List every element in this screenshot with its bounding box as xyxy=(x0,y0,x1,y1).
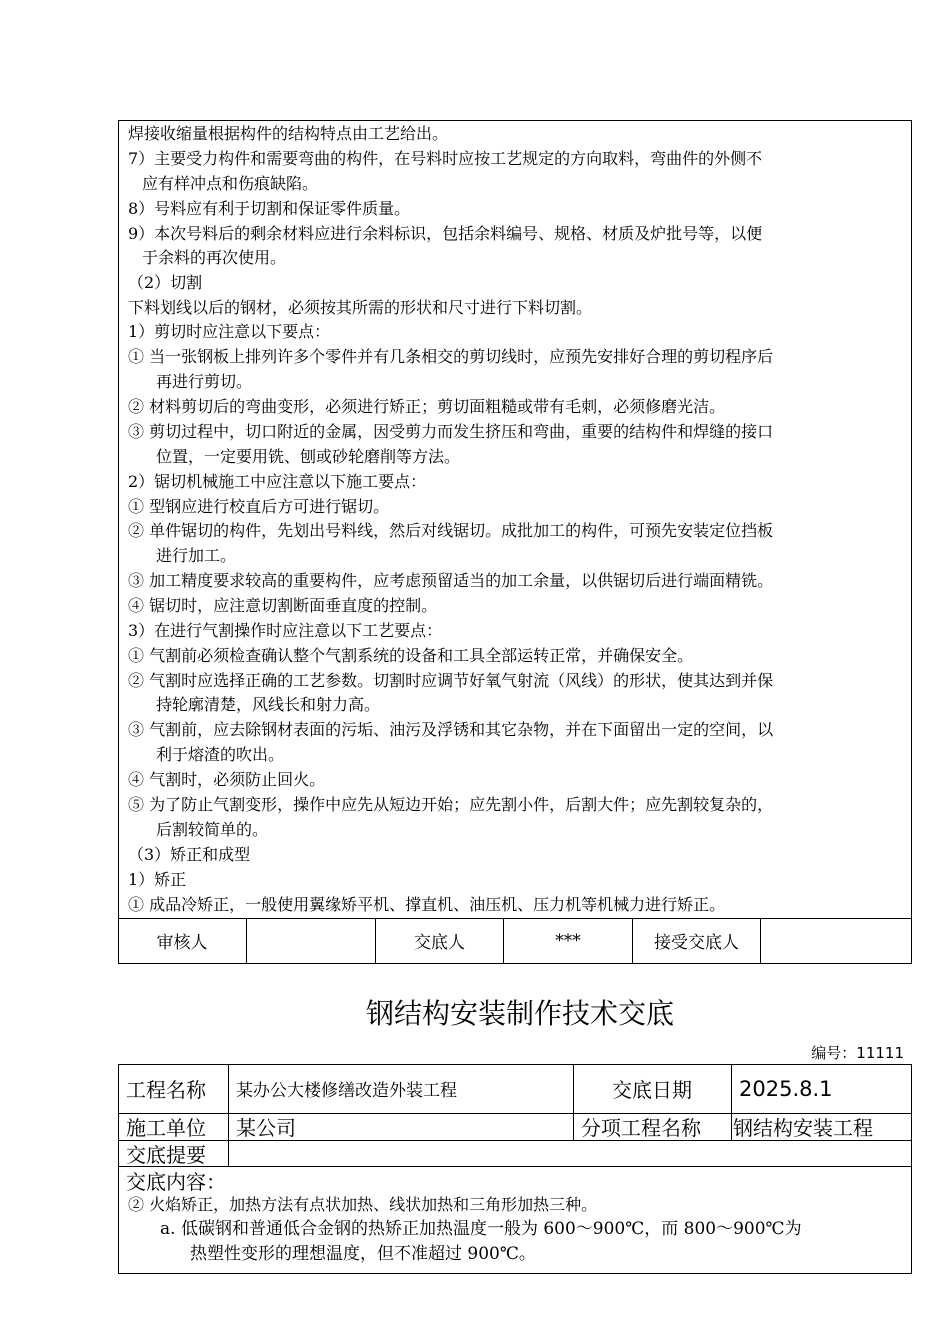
receiver-value xyxy=(761,918,912,963)
text-line: 9）本次号料后的剩余材料应进行余料标识，包括余料编号、规格、材质及炉批号等，以便 xyxy=(128,224,763,243)
text-line: ① 型钢应进行校直后方可进行锯切。 xyxy=(128,497,390,516)
text-line: ② 气割时应选择正确的工艺参数。切割时应调节好氧气射流（风线）的形状，使其达到并保 xyxy=(128,671,774,690)
receiver-label: 接受交底人 xyxy=(633,918,761,963)
text-line: ① 成品冷矫正，一般使用翼缘矫平机、撑直机、油压机、压力机等机械力进行矫正。 xyxy=(128,895,726,914)
text-line: 7）主要受力构件和需要弯曲的构件，在号料时应按工艺规定的方向取料，弯曲件的外侧不 xyxy=(128,149,763,168)
text-line: 1）矫正 xyxy=(128,870,187,889)
text-line: ② 火焰矫正，加热方法有点状加热、线状加热和三角形加热三种。 xyxy=(128,1195,598,1214)
sub-project-label: 分项工程名称 xyxy=(581,1116,701,1140)
text-line: ③ 加工精度要求较高的重要构件，应考虑预留适当的加工余量，以供锯切后进行端面精铣。 xyxy=(128,571,774,590)
text-line: ① 当一张钢板上排列许多个零件并有几条相交的剪切线时，应预先安排好合理的剪切程序后 xyxy=(128,347,774,366)
document-number: 编号：11111 xyxy=(811,1044,904,1062)
text-line: ⑤ 为了防止气割变形，操作中应先从短边开始；应先割小件，后割大件；应先割较复杂的， xyxy=(128,795,774,814)
text-line: a. 低碳钢和普通低合金钢的热矫正加热温度一般为 600～900℃，而 800～900℃为 xyxy=(160,1219,802,1239)
text-line: 3）在进行气割操作时应注意以下工艺要点： xyxy=(128,621,443,640)
content-label: 交底内容： xyxy=(126,1169,226,1194)
text-line: 下料划线以后的钢材，必须按其所需的形状和尺寸进行下料切割。 xyxy=(128,298,593,317)
date-label: 交底日期 xyxy=(612,1078,692,1102)
text-line: 位置，一定要用铣、刨或砂轮磨削等方法。 xyxy=(156,447,461,466)
text-line: 1）剪切时应注意以下要点： xyxy=(128,322,331,341)
text-line: 热塑性变形的理想温度，但不准超过 900℃。 xyxy=(190,1244,536,1264)
summary-value xyxy=(228,1140,912,1166)
text-line: ③ 气割前，应去除钢材表面的污垢、油污及浮锈和其它杂物，并在下面留出一定的空间，以 xyxy=(128,720,774,739)
project-name-value: 某办公大楼修缮改造外装工程 xyxy=(236,1081,457,1101)
text-line: 8）号料应有利于切割和保证零件质量。 xyxy=(128,199,411,218)
text-line: ① 气割前必须检查确认整个气割系统的设备和工具全部运转正常，并确保安全。 xyxy=(128,646,694,665)
text-line: 后割较简单的。 xyxy=(156,820,269,839)
sub-project-value: 钢结构安装工程 xyxy=(733,1116,873,1140)
text-line: 于余料的再次使用。 xyxy=(142,248,287,267)
text-line: 2）锯切机械施工中应注意以下施工要点： xyxy=(128,472,427,491)
text-line: ④ 气割时，必须防止回火。 xyxy=(128,770,326,789)
section-heading: （2）切割 xyxy=(128,273,203,292)
text-line: ② 单件锯切的构件，先划出号料线，然后对线锯切。成批加工的构件，可预先安装定位挡板 xyxy=(128,521,774,540)
document-title: 钢结构安装制作技术交底 xyxy=(365,997,674,1030)
section-heading: （3）矫正和成型 xyxy=(128,845,251,864)
text-line: 再进行剪切。 xyxy=(156,372,253,391)
discloser-value: *** xyxy=(504,918,633,963)
summary-label: 交底提要 xyxy=(126,1142,206,1167)
text-line: 利于熔渣的吹出。 xyxy=(156,745,285,764)
text-line: 进行加工。 xyxy=(156,546,237,565)
contractor-value: 某公司 xyxy=(236,1116,296,1140)
text-line: ④ 锯切时，应注意切割断面垂直度的控制。 xyxy=(128,596,438,615)
reviewer-label: 审核人 xyxy=(118,918,247,963)
project-name-label: 工程名称 xyxy=(126,1078,206,1102)
text-line: 持轮廓清楚，风线长和射力高。 xyxy=(156,695,381,714)
text-line: 应有样冲点和伤痕缺陷。 xyxy=(142,174,319,193)
text-line: ② 材料剪切后的弯曲变形，必须进行矫正；剪切面粗糙或带有毛刺，必须修磨光洁。 xyxy=(128,397,726,416)
discloser-label: 交底人 xyxy=(376,918,504,963)
contractor-label: 施工单位 xyxy=(126,1116,206,1140)
text-line: ③ 剪切过程中，切口附近的金属，因受剪力而发生挤压和弯曲，重要的结构件和焊缝的接口 xyxy=(128,422,774,441)
date-value: 2025.8.1 xyxy=(739,1076,833,1101)
text-line: 焊接收缩量根据构件的结构特点由工艺给出。 xyxy=(128,124,449,143)
reviewer-value xyxy=(247,918,376,963)
